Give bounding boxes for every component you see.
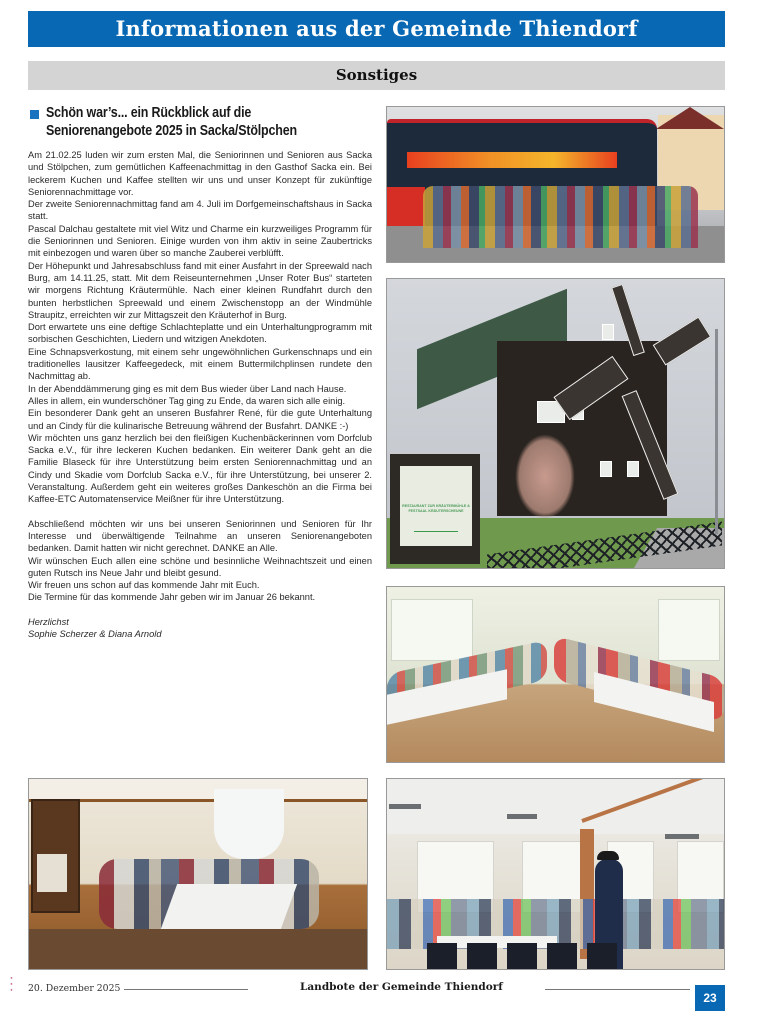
paragraph: Wir möchten uns ganz herzlich bei den fleißigen Kuchenbäckerinnen vom Dorfclub Sacka e.V., für ihre leckeren Kuchen bedanken. Ein weiterer Dank geht an die Familie Blaseck für ihre Unterstützung beim ersten Seniorennachmittag und an Cindy und Skadie vom Dorfclub Sacka e.V., für ihre Unterstützung, bei unserer 2. Veranstaltung. Außerdem geht ein weiteres großes Dankeschön an die Firma bei Kaffee-ETC Automatenservice Meißner für ihre Unterstützung. — [28, 432, 372, 505]
photo-performer-cap — [597, 851, 619, 860]
photo-chairs — [427, 943, 627, 969]
photo-tree — [515, 434, 575, 519]
photo-house-roof — [656, 107, 724, 129]
paragraph: Der zweite Seniorennachmittag fand am 4. Juli im Dorfgemeinschaftshaus in Sacka statt. — [28, 199, 372, 222]
closing-paragraph: Wir wünschen Euch allen eine schöne und besinnliche Weihnachtszeit und einen guten Rutsch ins Neue Jahr und bleibt gesund. — [28, 555, 372, 578]
paragraph: Ein besonderer Dank geht an unseren Busfahrer René, für die gute Unterhaltung und an Cindy für die kulinarische Betreuung während der Busfahrt. DANKE :-) — [28, 408, 372, 431]
closing-paragraph: Abschließend möchten wir uns bei unseren Seniorinnen und Senioren für Ihr Interesse und überwältigende Teilnahme an unseren Seniorenangeboten bedanken. Damit hatten wir nicht gerechnet. DANKE an Alle. — [28, 518, 372, 554]
photo-curtain — [214, 789, 284, 859]
photo-bus-livery — [407, 152, 617, 168]
paragraph-gap — [28, 506, 372, 518]
windmill-window — [602, 324, 614, 340]
sign-underline — [414, 531, 458, 532]
windmill-window — [600, 461, 612, 477]
restaurant-sign-face — [400, 466, 472, 546]
photo-window — [658, 599, 720, 661]
footer-date: 20. Dezember 2025 — [28, 983, 121, 994]
footer-rule-left — [124, 989, 248, 990]
paragraph: Eine Schnapsverkostung, mit einem sehr ungewöhnlichen Gurkenschnaps und ein traditionelles lausitzer Kaffeegedeck, mit einem Buttermilchplinsen rundete den Nachmittag ab. — [28, 346, 372, 382]
page-banner-title: Informationen aus der Gemeinde Thiendorf — [28, 11, 725, 47]
photo-ceiling-vent — [665, 834, 699, 839]
page-footer — [28, 980, 725, 1000]
photo-group-people — [423, 186, 698, 248]
photo-ceiling-vent — [507, 814, 537, 819]
section-title: Sonstiges — [28, 61, 725, 90]
closing-paragraph: Wir freuen uns schon auf das kommende Jahr mit Euch. — [28, 580, 260, 591]
hall-photo — [386, 586, 725, 763]
windmill-photo — [386, 278, 725, 569]
restaurant-sign-text: RESTAURANT ZUR KRÄUTERMÜHLE & FESTSAAL KRÄUTERSCHEUNE — [402, 504, 470, 513]
restaurant-photo — [28, 778, 368, 970]
article-body — [28, 149, 372, 604]
restaurant-sign — [390, 454, 480, 564]
footer-rule-right — [545, 989, 690, 990]
photo-door-glass — [37, 854, 67, 892]
headline-text: Schön war’s... ein Rückblick auf die Seniorenangebote 2025 in Sacka/Stölpchen — [46, 105, 297, 139]
article — [28, 104, 372, 640]
performer-photo — [386, 778, 725, 970]
signature-names: Sophie Scherzer & Diana Arnold — [28, 628, 162, 639]
page-number: 23 — [695, 985, 725, 1011]
signature-greeting: Herzlichst — [28, 616, 69, 627]
paragraph: Alles in allem, ein wunderschöner Tag ging zu Ende, da waren sich alle einig. — [28, 395, 346, 406]
paragraph: Pascal Dalchau gestaltete mit viel Witz und Charme ein kurzweiliges Programm für die Seniorinnen und Senioren. Einige wurden von ihm aktiv in seine Zaubertricks mit einbezogen und waren über so manche Zauberei verblüfft. — [28, 223, 372, 259]
paragraph: Am 21.02.25 luden wir zum ersten Mal, die Seniorinnen und Senioren aus Sacka und Stölpchen, zum gemütlichen Kaffeenachmittag in den Gasthof Sacka ein. Bei leckerem Kuchen und Kaffee stellten wir uns und unser Konzept für zukünftige Seniorennachmittage vor. — [28, 150, 372, 197]
signature — [28, 616, 372, 641]
photo-floor — [29, 929, 367, 969]
paragraph: In der Abenddämmerung ging es mit dem Bus wieder über Land nach Hause. — [28, 383, 347, 394]
paragraph: Dort erwartete uns eine deftige Schlachteplatte und ein Unterhaltungprogramm mit sorbischen Geschichten, Liedern und witzigen Anekdoten. — [28, 322, 372, 345]
square-bullet-icon — [30, 110, 39, 119]
print-registration-marks: ● ● ● — [10, 975, 13, 992]
article-headline — [28, 104, 372, 140]
windmill-window — [627, 461, 639, 477]
photo-ceiling-vent — [389, 804, 421, 809]
paragraph: Der Höhepunkt und Jahresabschluss fand mit einer Ausfahrt in der Spreewald nach Burg, am 14.11.25, statt. Mit dem Reiseunternehmen „Unser Roter Bus“ starteten wir morgens Richtung Kräutermühle. Nach einer kleinen Rundfahrt durch den bunten herbstlichen Spreewald und einem Zwischenstopp an der Windmühle Straupitz, erreichten wir zur Mittagszeit den Kräuterhof in Burg. — [28, 260, 372, 320]
footer-publication: Landbote der Gemeinde Thiendorf — [300, 981, 503, 993]
group-photo-bus — [386, 106, 725, 263]
photo-lamp-pole — [715, 329, 718, 534]
photo-table — [161, 884, 297, 929]
closing-paragraph: Die Termine für das kommende Jahr geben wir im Januar 26 bekannt. — [28, 592, 316, 603]
photo-window — [391, 599, 473, 661]
